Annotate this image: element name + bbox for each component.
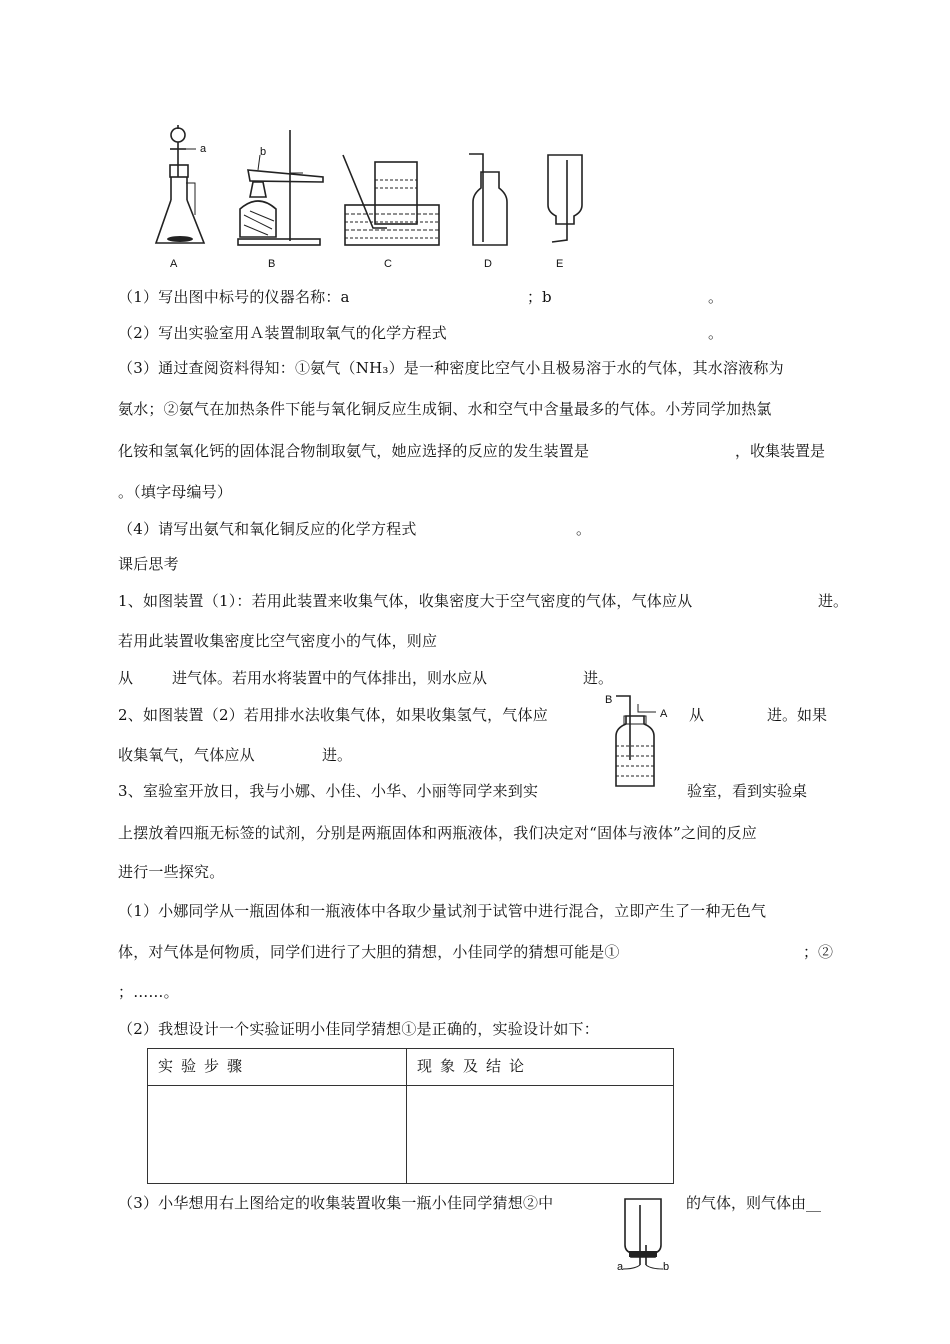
figure-label-e: E — [556, 258, 564, 270]
t1-line2: 若用此装置收集密度比空气密度小的气体，则应 — [118, 632, 438, 650]
p1-line2b: ；② — [803, 943, 834, 961]
t2-line2a: 收集氧气，气体应从 — [118, 746, 255, 764]
t2-line2b: 进。 — [322, 746, 353, 764]
table-cell-results[interactable] — [407, 1086, 674, 1184]
figure-label-a: A — [170, 258, 178, 270]
t3-line1a: 3、室验室开放日，我与小娜、小佳、小华、小丽等同学来到实 — [118, 782, 539, 800]
q1-text: （1）写出图中标号的仪器名称：a — [118, 288, 350, 306]
apparatus-e-bottle — [540, 150, 590, 250]
device-2-mark-a: A — [660, 708, 668, 720]
p3-line1b: 的气体，则气体由__ — [686, 1194, 822, 1212]
t2-line1c: 进。如果 — [767, 706, 828, 724]
t3-line2: 上摆放着四瓶无标签的试剂，分别是两瓶固体和两瓶液体，我们决定对“固体与液体”之间的反应 — [118, 824, 757, 842]
t1-line3a: 从 — [118, 669, 134, 687]
figure-label-d: D — [484, 258, 492, 270]
device-2-mark-b: B — [605, 694, 613, 706]
table-header-results: 现象及结论 — [407, 1049, 674, 1086]
apparatus-d-bottle — [465, 150, 515, 250]
collection-mark-b: b — [663, 1261, 670, 1273]
t3-line3: 进行一些探究。 — [118, 863, 225, 881]
t2-line1b: 从 — [689, 706, 705, 724]
t1-line1a: 1、如图装置（1）：若用此装置来收集气体，收集密度大于空气密度的气体，气体应从 — [118, 592, 693, 610]
table-cell-steps[interactable] — [148, 1086, 407, 1184]
t3-line1b: 验室，看到实验桌 — [687, 782, 808, 800]
t1-line3b: 进气体。若用水将装置中的气体排出，则水应从 — [172, 669, 488, 687]
t1-line3c: 进。 — [583, 669, 614, 687]
q3-line3a: 化铵和氢氧化钙的固体混合物制取氨气，她应选择的反应的发生装置是 — [118, 442, 590, 460]
p1-line2a: 体，对气体是何物质，同学们进行了大胆的猜想，小佳同学的猜想可能是① — [118, 943, 620, 961]
q4-end: 。 — [576, 520, 592, 538]
apparatus-a-flask — [150, 125, 220, 250]
figure-label-b: B — [268, 258, 276, 270]
collection-mark-a: a — [617, 1261, 624, 1273]
q1-end: 。 — [708, 288, 724, 306]
mark-b: b — [260, 146, 267, 158]
table-header-steps: 实验步骤 — [148, 1049, 407, 1086]
t1-line1b: 进。 — [818, 592, 849, 610]
q4-text: （4）请写出氨气和氧化铜反应的化学方程式 — [118, 520, 417, 538]
t2-line1a: 2、如图装置（2）若用排水法收集气体，如果收集氢气，气体应 — [118, 706, 548, 724]
p1-line1: （1）小娜同学从一瓶固体和一瓶液体中各取少量试剂于试管中进行混合，立即产生了一种无色气 — [118, 902, 767, 920]
figure-label-c: C — [384, 258, 392, 270]
p2-text: （2）我想设计一个实验证明小佳同学猜想①是正确的，实验设计如下： — [118, 1020, 599, 1038]
q3-line3b: ，收集装置是 — [735, 442, 826, 460]
q2-end: 。 — [708, 324, 724, 342]
q3-line1: （3）通过查阅资料得知：①氨气（NH₃）是一种密度比空气小且极易溶于水的气体，其水溶液称为 — [118, 359, 784, 377]
q3-line4: 。（填字母编号） — [118, 483, 233, 501]
apparatus-b-heating — [228, 125, 328, 250]
mark-a: a — [200, 143, 207, 155]
p1-line3: ；……。 — [118, 983, 179, 1001]
q1-sep: ；b — [527, 288, 552, 306]
q3-line2: 氨水；②氨气在加热条件下能与氧化铜反应生成铜、水和空气中含量最多的气体。小芳同学加热氯 — [118, 400, 772, 418]
experiment-table — [147, 1048, 674, 1184]
apparatus-c-trough — [335, 150, 445, 250]
section-title: 课后思考 — [118, 555, 179, 573]
q2-text: （2）写出实验室用Ａ装置制取氧气的化学方程式 — [118, 324, 447, 342]
p3-line1a: （3）小华想用右上图给定的收集装置收集一瓶小佳同学猜想②中 — [118, 1194, 554, 1212]
